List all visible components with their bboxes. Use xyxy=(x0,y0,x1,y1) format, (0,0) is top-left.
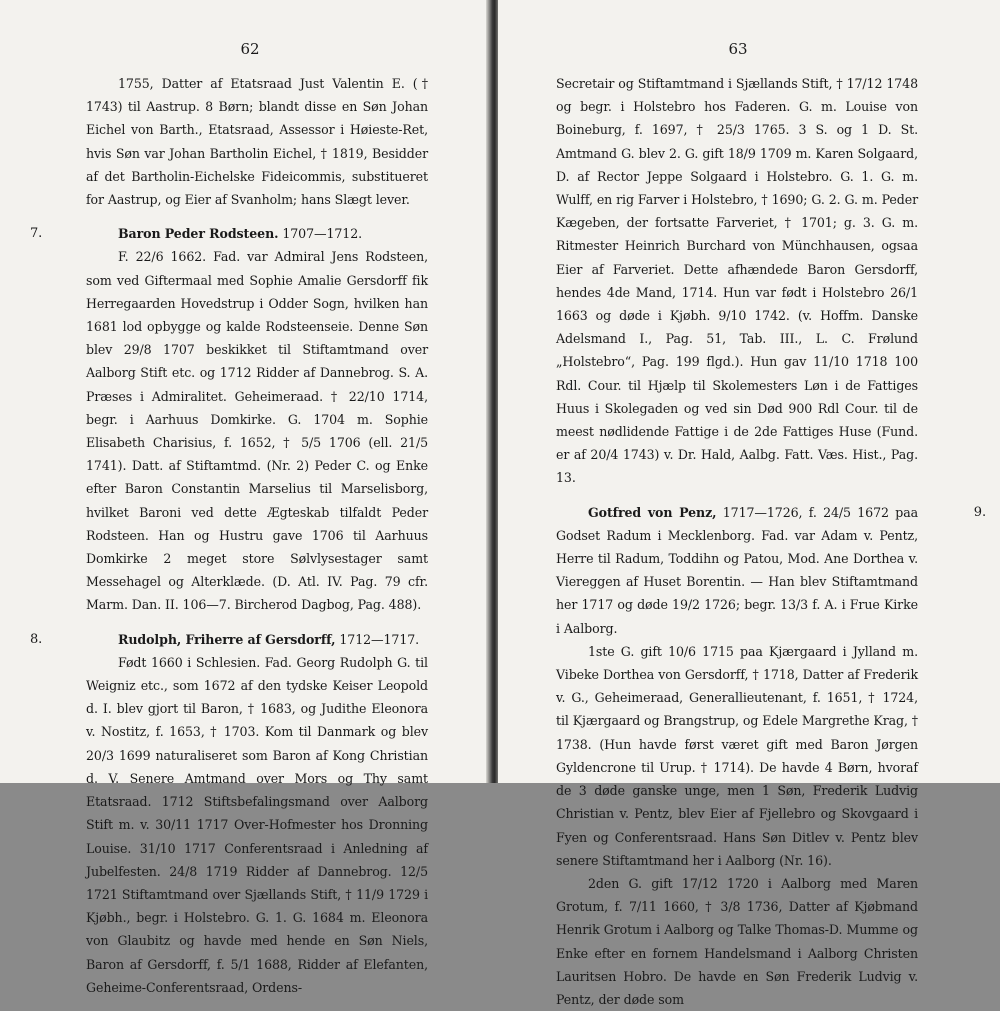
entry-9-text: f. 24/5 1672 paa Godset Radum i Mecklenborg. Fad. var Adam v. Pentz, Herre til Radum, Toddihn og Patou, Mod. Ane Dorthea v. Viereggen af Huset Borentin. — Han blev Stiftamtmand her 1717 og døde 19/2 1726; begr. 13/3 f. A. i Frue Kirke i Aalborg. xyxy=(556,504,919,636)
left-page-body xyxy=(30,72,428,999)
entry-7-years: 1707—1712. xyxy=(278,226,363,242)
entry-9-second-paragraph: 1ste G. gift 10/6 1715 paa Kjærgaard i Jylland m. Vibeke Dorthea von Gersdorff, † 1718, Datter af Frederik v. G., Geheimeraad, Generallieutenant, f. 1651, † 1724, til Kjærgaard og Brangstrup, og Edele Margrethe Krag, † 1738. (Hun havde først været gift med Baron Jørgen Gyldencrone til Urup. † 1714). De havde 4 Børn, hvoraf de 3 døde ganske unge, men 1 Søn, Frederik Ludvig Christian v. Pentz, blev Eier af Fjellebro og Skovgaard i Fyen og Conferentsraad. Hans Søn Ditlev v. Pentz blev senere Stiftamtmand her i Aalborg (Nr. 16). xyxy=(556,643,919,868)
continuation-text-left xyxy=(86,72,428,211)
entry-7 xyxy=(30,222,428,616)
entry-9-first-paragraph xyxy=(556,501,918,640)
entry-8-years: 1712—1717. xyxy=(335,631,420,647)
left-page-number: 62 xyxy=(240,40,260,58)
entry-7-text: F. 22/6 1662. Fad. var Admiral Jens Rodsteen, som ved Giftermaal med Sophie Amalie Gersdorff fik Herregaarden Hovedstrup i Odder Sogn, hvilken han 1681 lod opbygge og kalde Rodsteenseie. Denne Søn blev 29/8 1707 beskikket til Stiftamtmand over Aalborg Stift etc. og 1712 Ridder af Dannebrog. S. A. Præses i Admiralitet. Geheimeraad. † 22/10 1714, begr. i Aarhuus Domkirke. G. 1704 m. Sophie Elisabeth Charisius, f. 1652, † 5/5 1706 (ell. 21/5 1741). Datt. af Stiftamtmd. (Nr. 2) Peder C. og Enke efter Baron Constantin Marselius til Marselisborg, hvilket Baroni ved dette Ægteskab tilfaldt Peder Rodsteen. Han og Hustru gave 1706 til Aarhuus Domkirke 2 meget store Sølvlysestager samt Messehagel og Alterklæde. (D. Atl. IV. Pag. 79 cfr. Marm. Dan. II. 106—7. Bircherod Dagbog, Pag. 488). xyxy=(86,249,428,613)
continuation-paragraph: 1755, Datter af Etatsraad Just Valentin E. († 1743) til Aastrup. 8 Børn; blandt disse en Søn Johan Eichel von Barth., Etatsraad, Assessor i Høieste-Ret, hvis Søn var Johan Bartholin Eichel, † 1819, Besidder af det Bartholin-Eichelske Fideicommis, substitueret for Aastrup, og Eier af Svanholm; hans Slægt lever. xyxy=(86,76,428,208)
entry-8-heading: Rudolph, Friherre af Gersdorff, xyxy=(118,631,336,647)
left-page xyxy=(0,0,492,995)
entry-8-number: 8. xyxy=(30,631,43,647)
entry-8-heading-line xyxy=(86,628,428,651)
entry-7-heading-line xyxy=(86,222,428,245)
entry-7-number: 7. xyxy=(30,226,43,242)
entry-9 xyxy=(556,501,986,1011)
entry-7-heading: Baron Peder Rodsteen. xyxy=(118,226,279,242)
right-page-number: 63 xyxy=(728,40,748,58)
entry-9-years: 1717—1726, xyxy=(716,504,803,520)
entry-8-text: Født 1660 i Schlesien. Fad. Georg Rudolph G. til Weigniz etc., som 1672 af den tydske Keiser Leopold d. I. blev gjort til Baron, † 1683, og Judithe Eleonora v. Nostitz, f. 1653, † 1703. Kom til Danmark og blev 20/3 1699 naturaliseret som Baron af Kong Christian d. V. Senere Amtmand over Mors og Thy samt Etatsraad. 1712 Stiftsbefalingsmand over Aalborg Stift m. v. 30/11 1717 Over-Hofmester hos Dronning Louise. 31/10 1717 Conferentsraad i Anledning af Jubelfesten. 24/8 1719 Ridder af Dannebrog. 12/5 1721 Stiftamtmand over Sjællands Stift, † 11/9 1729 i Kjøbh., begr. i Holstebro. G. 1. G. 1684 m. Eleonora von Glaubitz og havde med hende en Søn Niels, Baron af Gersdorff, f. 5/1 1688, Ridder af Elefanten, Geheime-Conferentsraad, Ordens- xyxy=(86,654,428,995)
right-page-body xyxy=(556,72,986,1011)
entry-9-third-paragraph: 2den G. gift 17/12 1720 i Aalborg med Maren Grotum, f. 7/11 1660, † 3/8 1736, Datter af Kjøbmand Henrik Grotum i Aalborg og Talke Thomas-D. Mumme og Enke efter en fornem Handelsmand i Aalborg Christen Lauritsen Hobro. De havde en Søn Frederik Ludvig v. Pentz, der døde som xyxy=(556,875,918,1007)
entry-9-number: 9. xyxy=(973,504,986,520)
entry-8 xyxy=(30,628,428,999)
continuation-paragraph: Secretair og Stiftamtmand i Sjællands Stift, † 17/12 1748 og begr. i Holstebro hos Faderen. G. m. Louise von Boineburg, f. 1697, † 25/3 1765. 3 S. og 1 D. St. Amtmand G. blev 2. G. gift 18/9 1709 m. Karen Solgaard, D. af Rector Jeppe Solgaard i Holstebro. G. 1. G. m. Wulff, en rig Farver i Holstebro, † 1690; G. 2. G. m. Peder Kægeben, der fortsatte Farveriet, † 1701; g. 3. G. m. Ritmester Heinrich Burchard von Münchhausen, ogsaa Eier af Farveriet. Dette afhændede Baron Gersdorff, hendes 4de Mand, 1714. Hun var født i Holstebro 26/1 1663 og døde i Kjøbh. 9/10 1742. (v. Hoffm. Danske Adelsmand I., Pag. 51, Tab. III., L. C. Frølund „Holstebro“, Pag. 199 flgd.). Hun gav 11/10 1718 100 Rdl. Cour. til Hjælp til Skolemesters Løn i de Fattiges Huus i Skolegaden og ved sin Død 900 Rdl Cour. til de meest nødlidende Fattige i de 2de Fattiges Huse (Fund. er af 20/4 1743) v. Dr. Hald, Aalbg. Fatt. Væs. Hist., Pag. 13. xyxy=(556,76,918,486)
right-page xyxy=(498,0,1000,1007)
entry-9-heading: Gotfred von Penz, xyxy=(588,504,717,520)
continuation-text-right xyxy=(556,72,918,490)
